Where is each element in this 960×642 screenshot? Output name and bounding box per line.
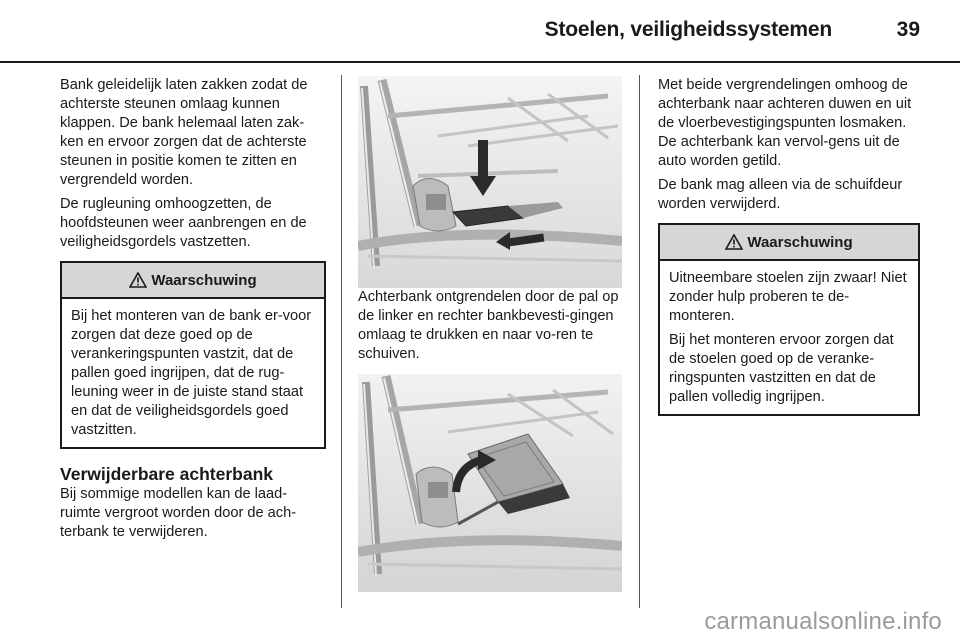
page-number: 39 <box>896 18 920 41</box>
column-left <box>60 76 326 547</box>
paragraph-push-bench-back: Met beide vergrendelingen omhoog de achterbank naar achteren duwen en uit de vloerbevestigingspunten losmaken. De achterbank kan vervol-gens uit de auto worden getild. <box>658 77 912 169</box>
warning-body <box>62 299 324 447</box>
warning-box-heavy-seats <box>658 223 920 416</box>
warning-text-heavy: Uitneembare stoelen zijn zwaar! Niet zonder hulp proberen te de-monteren. <box>669 270 907 324</box>
warning-triangle-icon <box>725 234 743 250</box>
warning-body <box>660 261 918 414</box>
warning-box-mounting <box>60 261 326 449</box>
warning-title: Waarschuwing <box>747 233 853 251</box>
warning-text-mounting: Bij het monteren ervoor zorgen dat de stoelen goed op de veranke-ringspunten vastzitten en dat de pallen volledig ingrijpen. <box>669 332 894 405</box>
warning-header <box>660 225 918 261</box>
warning-header <box>62 263 324 299</box>
watermark: carmanualsonline.info <box>704 608 942 635</box>
paragraph-raise-backrest: De rugleuning omhoogzetten, de hoofdsteunen weer aanbrengen en de veiligheidsgordels vastzetten. <box>60 196 307 250</box>
paragraph-lower-bench: Bank geleidelijk laten zakken zodat de achterste steunen omlaag kunnen klappen. De bank helemaal laten zak-ken en ervoor zorgen dat de achterste steunen in positie komen te zitten en vergrendeld worden. <box>60 77 308 188</box>
page-header-title: Stoelen, veiligheidssystemen <box>544 18 832 41</box>
warning-text: Bij het monteren van de bank er-voor zorgen dat deze goed op de verankeringspunten vastzit, dat de pallen goed ingrijpen, dat de rug-leuning weer in de juiste stand staat en dat de veiligheidsgordels goed vastzitten. <box>71 308 312 438</box>
header-rule <box>0 61 960 63</box>
warning-title: Waarschuwing <box>151 271 257 289</box>
illustration-caption: Achterbank ontgrendelen door de pal op de linker en rechter bankbevesti-gingen omlaag te drukken en naar vo-ren te schuiven. <box>358 289 619 362</box>
paragraph-removable-bench: Bij sommige modellen kan de laad-ruimte vergroot worden door de ach-terbank te verwijderen. <box>60 486 297 540</box>
paragraph-sliding-door: De bank mag alleen via de schuifdeur worden verwijderd. <box>658 177 903 212</box>
column-divider-left <box>341 75 342 608</box>
column-middle <box>358 76 622 592</box>
rear-seat-latch-lift-illustration <box>358 374 622 592</box>
column-divider-right <box>639 75 640 608</box>
rear-seat-latch-push-down-illustration <box>358 76 622 288</box>
warning-triangle-icon <box>129 272 147 288</box>
section-heading-removable-rear-bench: Verwijderbare achterbank <box>60 464 274 484</box>
column-right <box>658 76 920 416</box>
